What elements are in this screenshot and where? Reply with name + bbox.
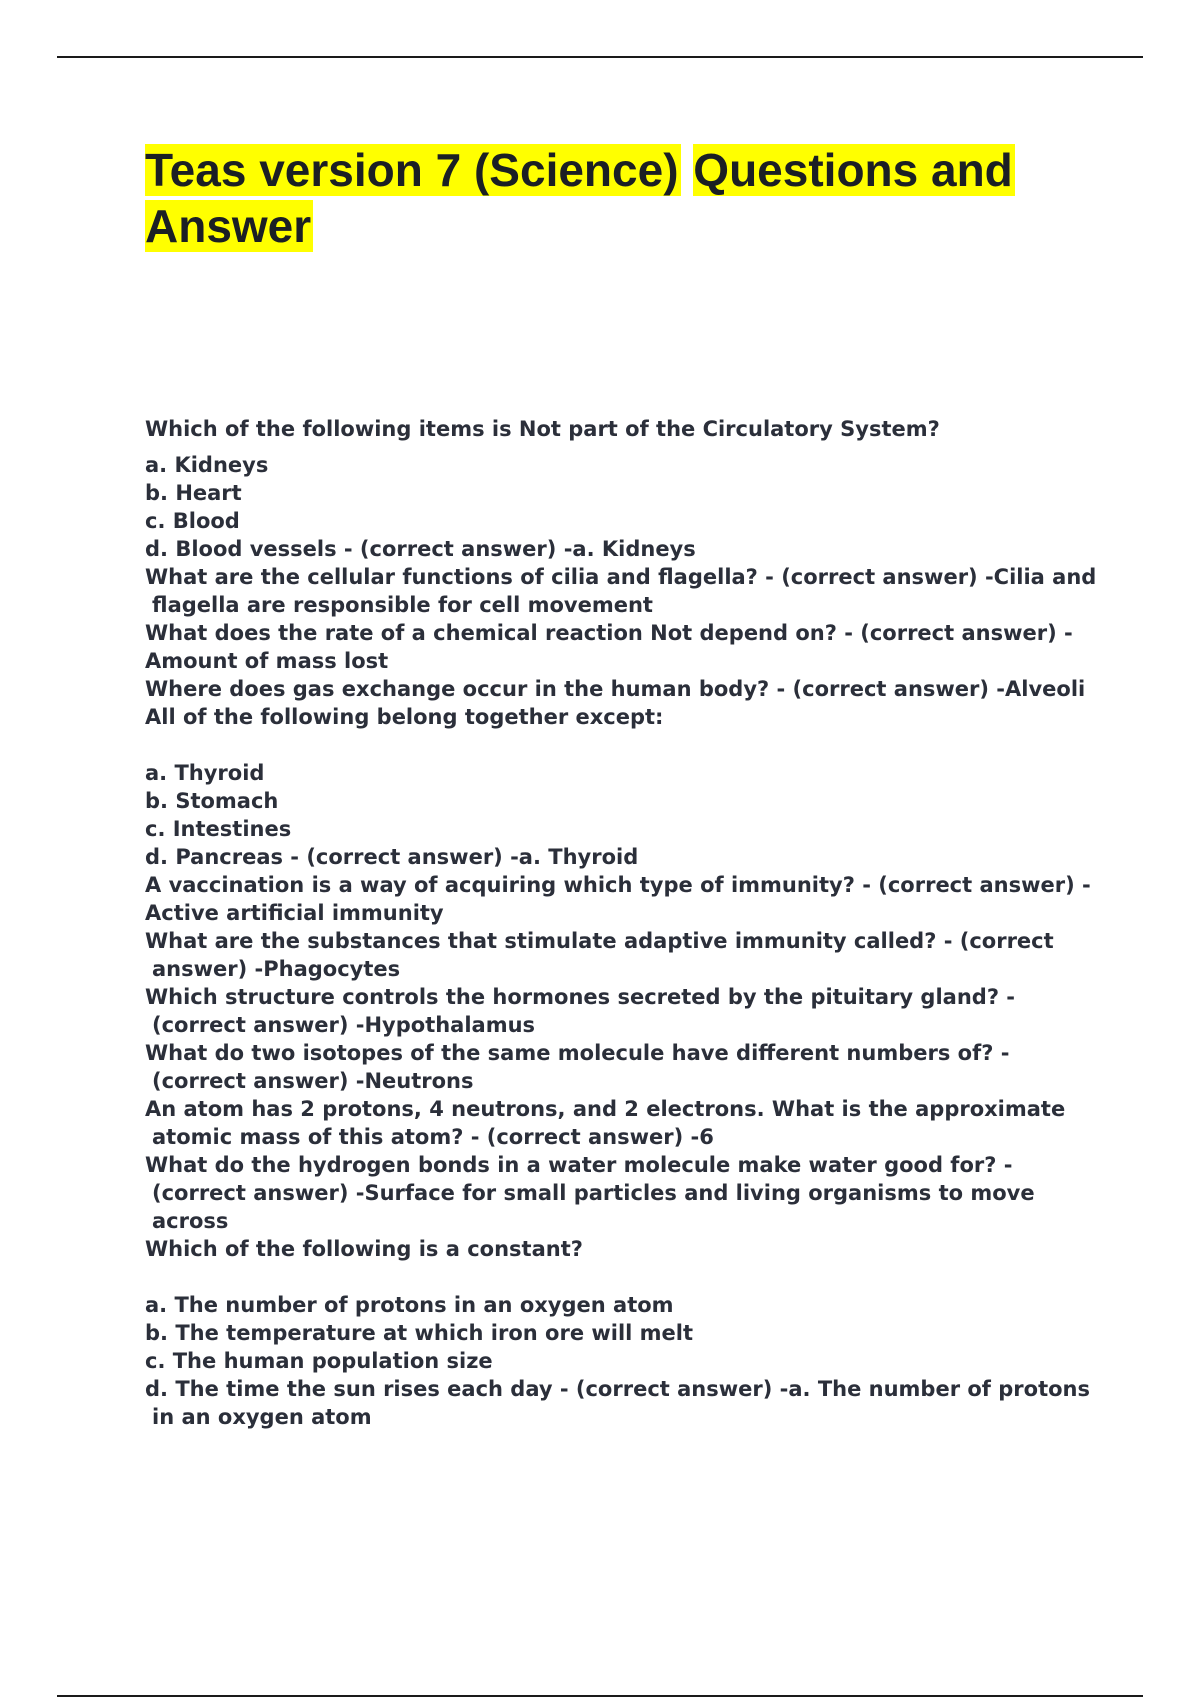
bottom-rule <box>57 1695 1143 1697</box>
document-title <box>145 142 1085 254</box>
title-part-2: Questions and <box>693 144 1013 196</box>
answer-option-line: a. Thyroid <box>145 761 265 785</box>
answer-option-line: d. The time the sun rises each day - (correct answer) -a. The number of protons <box>145 1377 1090 1401</box>
answer-option-line: d. Blood vessels - (correct answer) -a. Kidneys <box>145 537 696 561</box>
question-line: Which of the following is a constant? <box>145 1237 583 1261</box>
question-continuation-line: across <box>152 1209 229 1233</box>
question-line: Where does gas exchange occur in the human body? - (correct answer) -Alveoli <box>145 677 1086 701</box>
question-line: What are the cellular functions of cilia and flagella? - (correct answer) -Cilia and <box>145 565 1097 589</box>
title-part-3: Answer <box>145 200 312 252</box>
blank-line <box>145 1263 1095 1291</box>
question-line: What do the hydrogen bonds in a water molecule make water good for? - <box>145 1153 1013 1177</box>
question-answer-list <box>145 415 1095 1431</box>
question-continuation-line: flagella are responsible for cell movement <box>152 593 653 617</box>
answer-option-line: c. Blood <box>145 509 240 533</box>
question-line: Which of the following items is Not part of the Circulatory System? <box>145 417 940 441</box>
answer-option-line: a. Kidneys <box>145 453 269 477</box>
top-rule <box>57 56 1143 58</box>
question-continuation-line: answer) -Phagocytes <box>152 957 401 981</box>
question-line: What are the substances that stimulate adaptive immunity called? - (correct <box>145 929 1054 953</box>
answer-option-line: b. The temperature at which iron ore will melt <box>145 1321 694 1345</box>
question-line: What does the rate of a chemical reaction Not depend on? - (correct answer) - <box>145 621 1073 645</box>
answer-option-line: b. Stomach <box>145 789 279 813</box>
answer-option-line: a. The number of protons in an oxygen atom <box>145 1293 674 1317</box>
answer-option-line: b. Heart <box>145 481 242 505</box>
question-continuation-line: atomic mass of this atom? - (correct answer) -6 <box>152 1125 714 1149</box>
answer-option-line: c. Intestines <box>145 817 292 841</box>
question-continuation-line: Active artificial immunity <box>145 901 444 925</box>
question-continuation-line: Amount of mass lost <box>145 649 389 673</box>
question-continuation-line: (correct answer) -Hypothalamus <box>152 1013 536 1037</box>
question-line: A vaccination is a way of acquiring which type of immunity? - (correct answer) - <box>145 873 1091 897</box>
question-line: Which structure controls the hormones secreted by the pituitary gland? - <box>145 985 1016 1009</box>
question-line: What do two isotopes of the same molecule have different numbers of? - <box>145 1041 1010 1065</box>
question-continuation-line: in an oxygen atom <box>152 1405 372 1429</box>
question-line: All of the following belong together except: <box>145 705 664 729</box>
title-part-1: Teas version 7 (Science) <box>145 144 679 196</box>
question-continuation-line: (correct answer) -Neutrons <box>152 1069 474 1093</box>
answer-option-line: c. The human population size <box>145 1349 493 1373</box>
answer-option-line: d. Pancreas - (correct answer) -a. Thyroid <box>145 845 639 869</box>
question-continuation-line: (correct answer) -Surface for small particles and living organisms to move <box>152 1181 1035 1205</box>
blank-line <box>145 731 1095 759</box>
question-line: An atom has 2 protons, 4 neutrons, and 2 electrons. What is the approximate <box>145 1097 1066 1121</box>
